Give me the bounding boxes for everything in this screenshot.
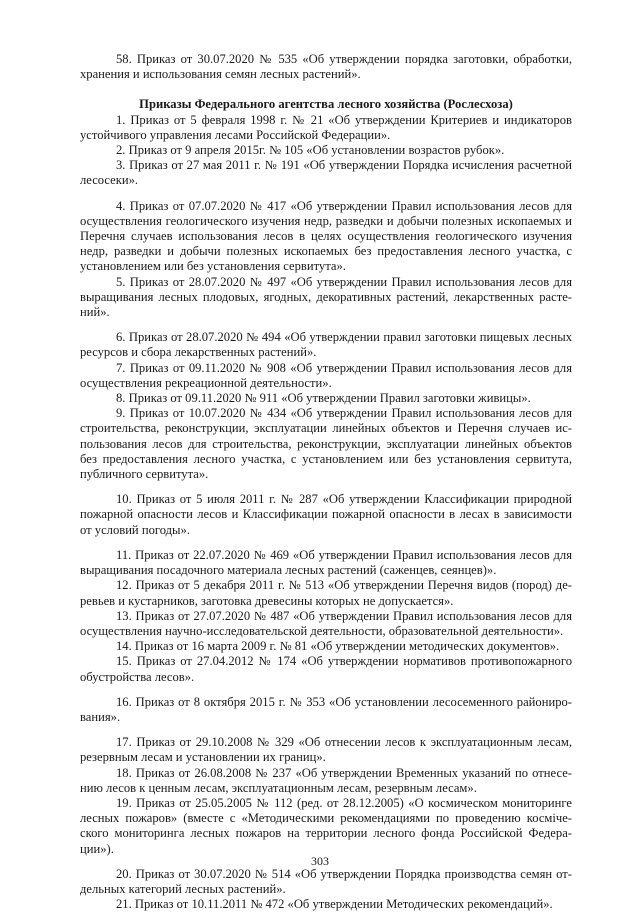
list-item-11: 11. Приказ от 22.07.2020 № 469 «Об утверждении Правил использования лесов для выращивания посадочного материала лесных растений (саженцев, сеянцев)». xyxy=(80,547,572,578)
intro-item: 58. Приказ от 30.07.2020 № 535 «Об утверждении порядка заготовки, обработки, хранения и использования семян лесных растений». xyxy=(80,52,572,82)
list-item-5: 5. Приказ от 28.07.2020 № 497 «Об утверждении Правил использования лесов для выращивания лесных плодовых, ягодных, декоративных растений, лекарственных растений». xyxy=(80,274,572,320)
list-item-12: 12. Приказ от 5 декабря 2011 г. № 513 «Об утверждении Перечня видов (пород) деревьев и кустарников, заготовка древесины которых не допускается». xyxy=(80,578,572,608)
list-item-2: 2. Приказ от 9 апреля 2015г. № 105 «Об установлении возрастов рубок». xyxy=(116,143,505,158)
section-heading: Приказы Федерального агентства лесного хозяйства (Рослесхоза) xyxy=(139,97,513,112)
list-item-17: 17. Приказ от 29.10.2008 № 329 «Об отнесении лесов к эксплуатационным лесам, резервным лесам и установлении их границ». xyxy=(80,735,572,765)
list-item-3: 3. Приказ от 27 мая 2011 г. № 191 «Об утверждении Порядка исчисления расчетной лесосеки». xyxy=(80,158,572,188)
list-item-1: 1. Приказ от 5 февраля 1998 г. № 21 «Об утверждении Критериев и индикаторов устойчивого управления лесами Российской Федерации». xyxy=(80,112,572,142)
page-number: 303 xyxy=(311,854,329,868)
list-item-20: 20. Приказ от 30.07.2020 № 514 «Об утверждении Порядка производства семян отдельных категорий лесных растений». xyxy=(80,866,572,896)
list-item-13: 13. Приказ от 27.07.2020 № 487 «Об утверждении Правил использования лесов для осуществления научно-исследовательской деятельности, образовательной деятельности». xyxy=(80,608,572,638)
list-item-6: 6. Приказ от 28.07.2020 № 494 «Об утверждении правил заготовки пищевых лесных ресурсов и сбора лекарственных растений». xyxy=(80,330,572,360)
list-item-9: 9. Приказ от 10.07.2020 № 434 «Об утверждении Правил использования лесов для строительства, реконструкции, эксплуатации линейных объектов и Перечня случаев использования лесов для строительства, реконструкции, эксплуатации линейных объектов без предоставления лесного участка, с установлением или без установления сервитута, публичного сервитута». xyxy=(80,406,572,482)
document-page xyxy=(80,52,572,912)
list-item-19: 19. Приказ от 25.05.2005 № 112 (ред. от 28.12.2005) «О космическом мониторинге лесных пожаров» (вместе с «Методическими рекомендациями по проведению косміческого мониторинга лесных пожаров на территории лесного фонда Российской Федерации»). xyxy=(80,795,572,856)
list-item-10: 10. Приказ от 5 июля 2011 г. № 287 «Об утверждении Классификации природной пожарной опасности лесов и Классификации пожарной опасности в лесах в зависимости от условий погоды». xyxy=(80,492,572,537)
list-item-15: 15. Приказ от 27.04.2012 № 174 «Об утверждении нормативов противопожарного обустройства лесов». xyxy=(80,654,572,684)
list-item-18: 18. Приказ от 26.08.2008 № 237 «Об утверждении Временных указаний по отнесению лесов к ценным лесам, эксплуатационным лесам, резервным лесам». xyxy=(80,765,572,795)
list-item-8: 8. Приказ от 09.11.2020 № 911 «Об утверждении Правил заготовки живицы». xyxy=(116,391,531,406)
list-item-7: 7. Приказ от 09.11.2020 № 908 «Об утверждении Правил использования лесов для осуществления рекреационной деятельности». xyxy=(80,360,572,390)
list-item-14: 14. Приказ от 16 марта 2009 г. № 81 «Об утверждении методических документов». xyxy=(116,639,560,654)
list-item-16: 16. Приказ от 8 октября 2015 г. № 353 «Об установлении лесосеменного районирования». xyxy=(80,694,572,724)
list-item-4: 4. Приказ от 07.07.2020 № 417 «Об утверждении Правил использования лесов для осуществления геологического изучения недр, разведки и добычи полезных ископаемых и Перечня случаев использования лесов в целях осуществления геологического изучения недр, разведки и добычи полезных ископаемых без предоставления лесного участка, с установлением или без установления сервитута». xyxy=(80,198,572,274)
list-item-21: 21. Приказ от 10.11.2011 № 472 «Об утверждении Методических рекомендаций». xyxy=(116,897,553,912)
